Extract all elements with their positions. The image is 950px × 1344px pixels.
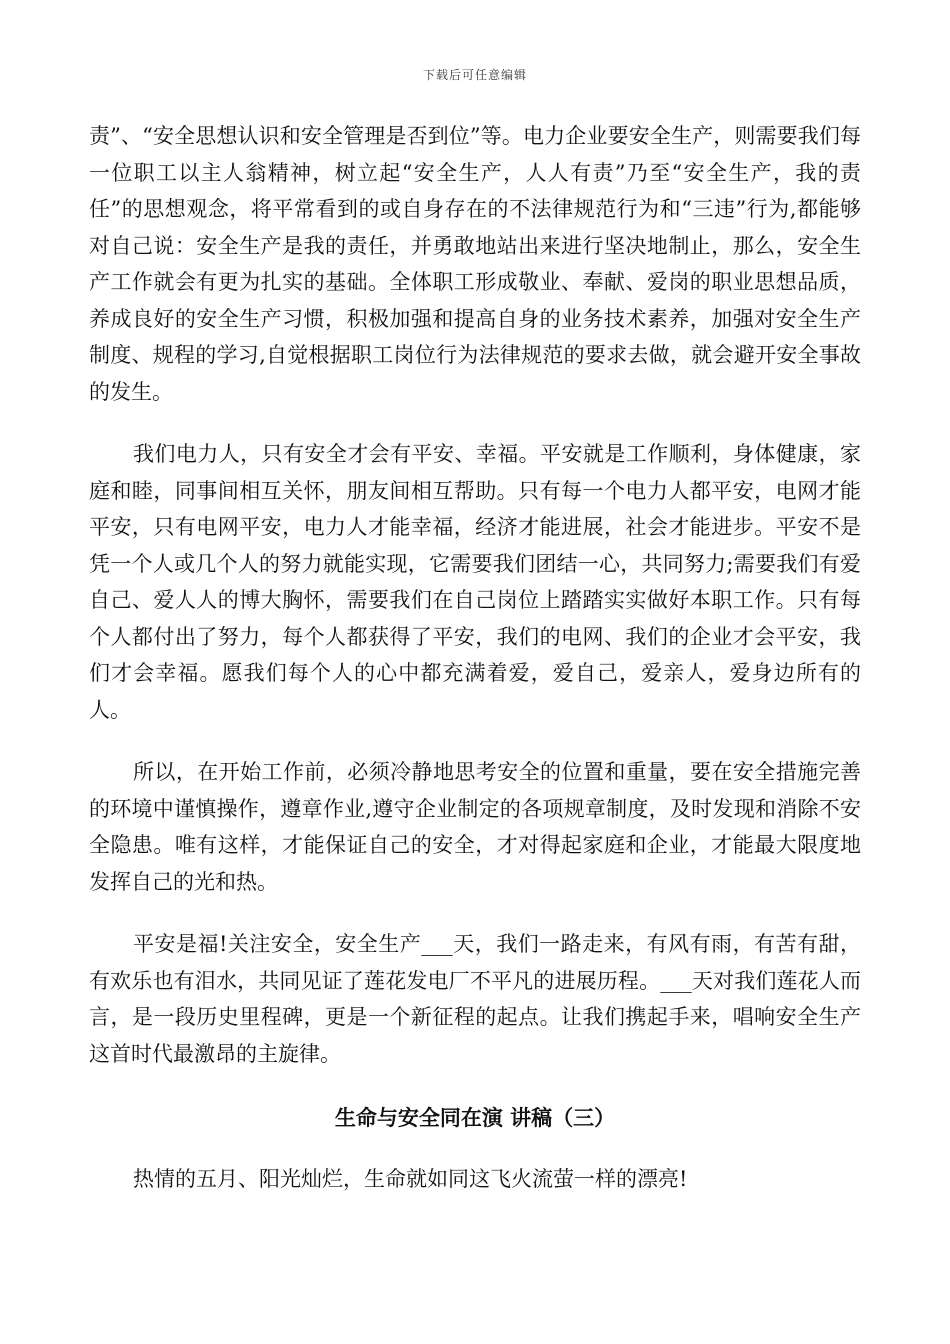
paragraph-3: 所以，在开始工作前，必须冷静地思考安全的位置和重量，要在安全措施完善的环境中谨慎操作，遵章作业,遵守企业制定的各项规章制度，及时发现和消除不安全隐患。唯有这样，才能保证自己的安全，才对得起家庭和企业，才能最大限度地发挥自己的光和热。 xyxy=(89,760,861,894)
paragraph-1: 责”、“安全思想认识和安全管理是否到位”等。电力企业要安全生产，则需要我们每一位职工以主人翁精神，树立起“安全生产，人人有责”乃至“安全生产，我的责任”的思想观念，将平常看到的或自身存在的不法律规范行为和“三违”行为,都能够对自己说：安全生产是我的责任，并勇敢地站出来进行坚决地制止，那么，安全生产工作就会有更为扎实的基础。全体职工形成敬业、奉献、爱岗的职业思想品质，养成良好的安全生产习惯，积极加强和提高自身的业务技术素养，加强对安全生产制度、规程的学习,自觉根据职工岗位行为法律规范的要求去做，就会避开安全事故的发生。 xyxy=(89,124,861,404)
section-title: 生命与安全同在演 讲稿（三） xyxy=(334,1105,616,1130)
paragraph-2: 我们电力人，只有安全才会有平安、幸福。平安就是工作顺利，身体健康，家庭和睦，同事间相互关怀，朋友间相互帮助。只有每一个电力人都平安，电网才能平安，只有电网平安，电力人才能幸福，经济才能进展，社会才能进步。平安不是凭一个人或几个人的努力就能实现，它需要我们团结一心，共同努力;需要我们有爱自己、爱人人的博大胸怀，需要我们在自己岗位上踏踏实实做好本职工作。只有每个人都付出了努力，每个人都获得了平安，我们的电网、我们的企业才会平安，我们才会幸福。愿我们每个人的心中都充满着爱，爱自己，爱亲人，爱身边所有的人。 xyxy=(89,442,861,722)
section-paragraph-1: 热情的五月、阳光灿烂，生命就如同这飞火流萤一样的漂亮! xyxy=(133,1166,688,1191)
paragraph-4: 平安是福!关注安全，安全生产___天，我们一路走来，有风有雨，有苦有甜，有欢乐也有泪水，共同见证了莲花发电厂不平凡的进展历程。___天对我们莲花人而言，是一段历史里程碑，更是一个新征程的起点。让我们携起手来，唱响安全生产这首时代最激昂的主旋律。 xyxy=(89,932,861,1066)
page-header: 下载后可任意编辑 xyxy=(422,68,527,82)
document-body xyxy=(89,118,861,1197)
